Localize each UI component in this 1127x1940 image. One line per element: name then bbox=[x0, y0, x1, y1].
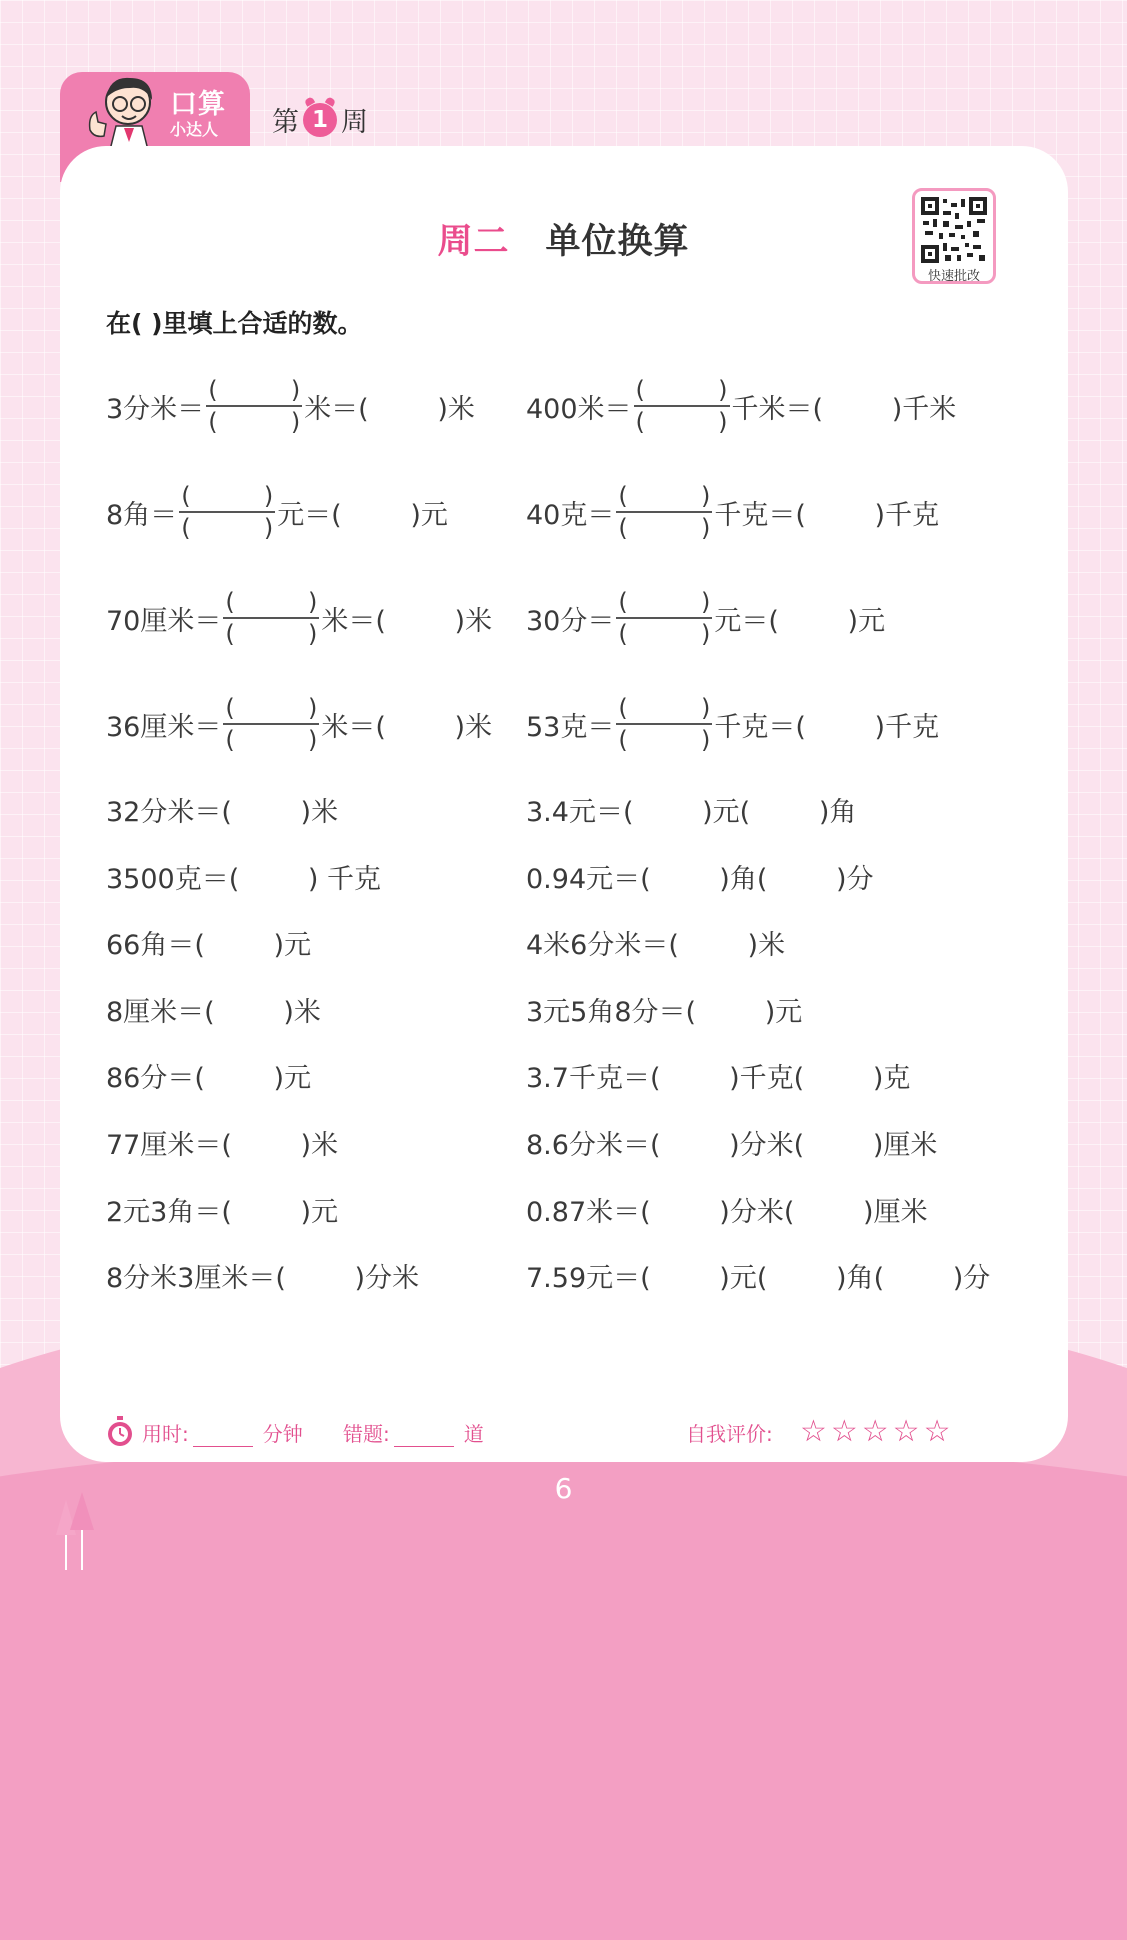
paren-close: ) bbox=[700, 588, 711, 616]
paren-open: ( bbox=[208, 376, 218, 404]
conversion-question[interactable]: 3500克＝( ) 千克 bbox=[106, 863, 382, 895]
paren-close: ) bbox=[718, 408, 728, 436]
paren-close: ) bbox=[700, 620, 711, 648]
paren-close: ) bbox=[290, 376, 301, 404]
paren-open: ( bbox=[225, 620, 235, 648]
fraction-blank[interactable] bbox=[223, 695, 319, 753]
fraction-question bbox=[106, 472, 448, 552]
fraction-denominator[interactable] bbox=[616, 727, 712, 753]
paren-close: ) bbox=[307, 726, 318, 754]
fraction-numerator[interactable] bbox=[616, 695, 712, 721]
paren-close: ) bbox=[307, 620, 318, 648]
paren-close: ) bbox=[307, 694, 318, 722]
fraction-question bbox=[106, 578, 492, 658]
conversion-question[interactable]: 8.6分米＝( )分米( )厘米 bbox=[526, 1130, 938, 1161]
paren-open: ( bbox=[635, 376, 645, 404]
self-eval-label: 自我评价: bbox=[686, 1422, 773, 1446]
paren-open: ( bbox=[635, 408, 645, 436]
question-lhs: 70厘米＝ bbox=[106, 605, 222, 637]
title-topic: 单位换算 bbox=[545, 222, 690, 262]
fraction-blank[interactable] bbox=[179, 483, 275, 541]
conversion-question[interactable]: 2元3角＝( )元 bbox=[106, 1196, 339, 1228]
fraction-bar bbox=[616, 617, 712, 619]
instruction-text: 在( )里填上合适的数。 bbox=[106, 309, 363, 338]
page-number: 6 bbox=[554, 1472, 573, 1505]
week-prefix: 第 bbox=[272, 107, 299, 138]
fraction-denominator[interactable] bbox=[179, 515, 275, 541]
time-unit: 分钟 bbox=[262, 1422, 303, 1446]
question-lhs: 400米＝ bbox=[526, 393, 632, 425]
fraction-question bbox=[526, 366, 956, 446]
conversion-question[interactable]: 77厘米＝( )米 bbox=[106, 1130, 339, 1161]
fraction-bar bbox=[634, 405, 730, 407]
errors-field bbox=[343, 1418, 484, 1447]
question-rhs: 千克＝( )千克 bbox=[714, 711, 940, 743]
paren-open: ( bbox=[225, 588, 235, 616]
time-blank[interactable] bbox=[193, 1428, 253, 1447]
question-rhs: 米＝( )米 bbox=[304, 393, 475, 425]
fraction-numerator[interactable] bbox=[179, 483, 275, 509]
errors-label: 错题: bbox=[343, 1422, 390, 1446]
fraction-denominator[interactable] bbox=[634, 409, 730, 435]
question-rhs: 元＝( )元 bbox=[277, 499, 448, 531]
fraction-numerator[interactable] bbox=[223, 695, 319, 721]
fraction-blank[interactable] bbox=[223, 589, 319, 647]
fraction-blank[interactable] bbox=[616, 695, 712, 753]
paren-close: ) bbox=[700, 482, 711, 510]
fraction-bar bbox=[223, 617, 319, 619]
badge-title: 口算 bbox=[170, 89, 226, 120]
time-label: 用时: bbox=[142, 1422, 189, 1446]
question-lhs: 8角＝ bbox=[106, 499, 178, 531]
qr-code-icon bbox=[921, 197, 987, 263]
fraction-question bbox=[526, 684, 939, 764]
paren-open: ( bbox=[618, 588, 628, 616]
conversion-question[interactable]: 86分＝( )元 bbox=[106, 1063, 312, 1095]
time-field bbox=[142, 1418, 303, 1447]
question-rhs: 米＝( )米 bbox=[321, 711, 493, 743]
question-rhs: 米＝( )米 bbox=[321, 605, 493, 637]
fraction-numerator[interactable] bbox=[206, 377, 302, 403]
fraction-denominator[interactable] bbox=[616, 515, 712, 541]
conversion-question[interactable]: 3.7千克＝( )千克( )克 bbox=[526, 1063, 911, 1095]
fraction-blank[interactable] bbox=[206, 377, 302, 435]
conversion-question[interactable]: 32分米＝( )米 bbox=[106, 797, 339, 828]
question-rhs: 千米＝( )千米 bbox=[731, 393, 957, 425]
fraction-denominator[interactable] bbox=[223, 727, 319, 753]
conversion-question[interactable]: 0.94元＝( )角( )分 bbox=[526, 863, 874, 895]
paren-open: ( bbox=[618, 620, 628, 648]
conversion-question[interactable]: 3元5角8分＝( )元 bbox=[526, 996, 803, 1028]
paren-close: ) bbox=[263, 482, 274, 510]
paren-close: ) bbox=[700, 514, 711, 542]
paren-close: ) bbox=[307, 588, 318, 616]
conversion-question[interactable]: 66角＝( )元 bbox=[106, 930, 312, 962]
conversion-question[interactable]: 8分米3厘米＝( )分米 bbox=[106, 1263, 420, 1295]
fraction-denominator[interactable] bbox=[223, 621, 319, 647]
errors-blank[interactable] bbox=[394, 1428, 454, 1447]
fraction-bar bbox=[223, 723, 319, 725]
fraction-bar bbox=[616, 511, 712, 513]
paren-open: ( bbox=[618, 514, 628, 542]
qr-code[interactable] bbox=[912, 188, 996, 284]
week-number: 1 bbox=[303, 103, 337, 137]
question-lhs: 36厘米＝ bbox=[106, 711, 222, 743]
fraction-denominator[interactable] bbox=[206, 409, 302, 435]
paren-open: ( bbox=[618, 694, 628, 722]
question-lhs: 40克＝ bbox=[526, 499, 615, 531]
paren-close: ) bbox=[290, 408, 301, 436]
background-wave-lower bbox=[0, 1440, 1127, 1940]
question-rhs: 千克＝( )千克 bbox=[714, 499, 940, 531]
fraction-denominator[interactable] bbox=[616, 621, 712, 647]
week-label bbox=[272, 100, 368, 139]
fraction-blank[interactable] bbox=[634, 377, 730, 435]
paren-open: ( bbox=[225, 726, 235, 754]
stopwatch-icon bbox=[106, 1416, 134, 1448]
fraction-question bbox=[526, 578, 885, 658]
question-lhs: 53克＝ bbox=[526, 711, 615, 743]
paren-close: ) bbox=[700, 726, 711, 754]
fraction-numerator[interactable] bbox=[616, 589, 712, 615]
conversion-question[interactable]: 7.59元＝( )元( )角( )分 bbox=[526, 1263, 991, 1295]
conversion-question[interactable]: 0.87米＝( )分米( )厘米 bbox=[526, 1196, 928, 1228]
paren-open: ( bbox=[208, 408, 218, 436]
question-lhs: 30分＝ bbox=[526, 605, 615, 637]
paren-open: ( bbox=[181, 482, 191, 510]
fraction-bar bbox=[206, 405, 302, 407]
question-lhs: 3分米＝ bbox=[106, 393, 205, 425]
conversion-question[interactable]: 4米6分米＝( )米 bbox=[526, 930, 786, 962]
paren-open: ( bbox=[618, 482, 628, 510]
errors-unit: 道 bbox=[463, 1422, 484, 1446]
fraction-question bbox=[106, 684, 492, 764]
badge-subtitle: 小达人 bbox=[170, 120, 219, 139]
fraction-blank[interactable] bbox=[616, 483, 712, 541]
fraction-question bbox=[526, 472, 939, 552]
paren-close: ) bbox=[700, 694, 711, 722]
rating-stars[interactable]: ☆☆☆☆☆ bbox=[800, 1414, 955, 1449]
title-day: 周二 bbox=[437, 222, 510, 262]
paren-open: ( bbox=[181, 514, 191, 542]
conversion-question[interactable]: 3.4元＝( )元( )角 bbox=[526, 797, 857, 828]
fraction-numerator[interactable] bbox=[634, 377, 730, 403]
week-suffix: 周 bbox=[341, 107, 368, 138]
fraction-bar bbox=[179, 511, 275, 513]
fraction-question bbox=[106, 366, 475, 446]
fraction-numerator[interactable] bbox=[223, 589, 319, 615]
fraction-numerator[interactable] bbox=[616, 483, 712, 509]
paren-close: ) bbox=[718, 376, 728, 404]
fraction-blank[interactable] bbox=[616, 589, 712, 647]
question-rhs: 元＝( )元 bbox=[714, 605, 886, 637]
fraction-bar bbox=[616, 723, 712, 725]
paren-close: ) bbox=[263, 514, 274, 542]
paren-open: ( bbox=[225, 694, 235, 722]
conversion-question[interactable]: 8厘米＝( )米 bbox=[106, 996, 321, 1028]
mascot-boy-icon bbox=[80, 72, 170, 150]
paren-open: ( bbox=[618, 726, 628, 754]
qr-label: 快速批改 bbox=[927, 269, 980, 284]
